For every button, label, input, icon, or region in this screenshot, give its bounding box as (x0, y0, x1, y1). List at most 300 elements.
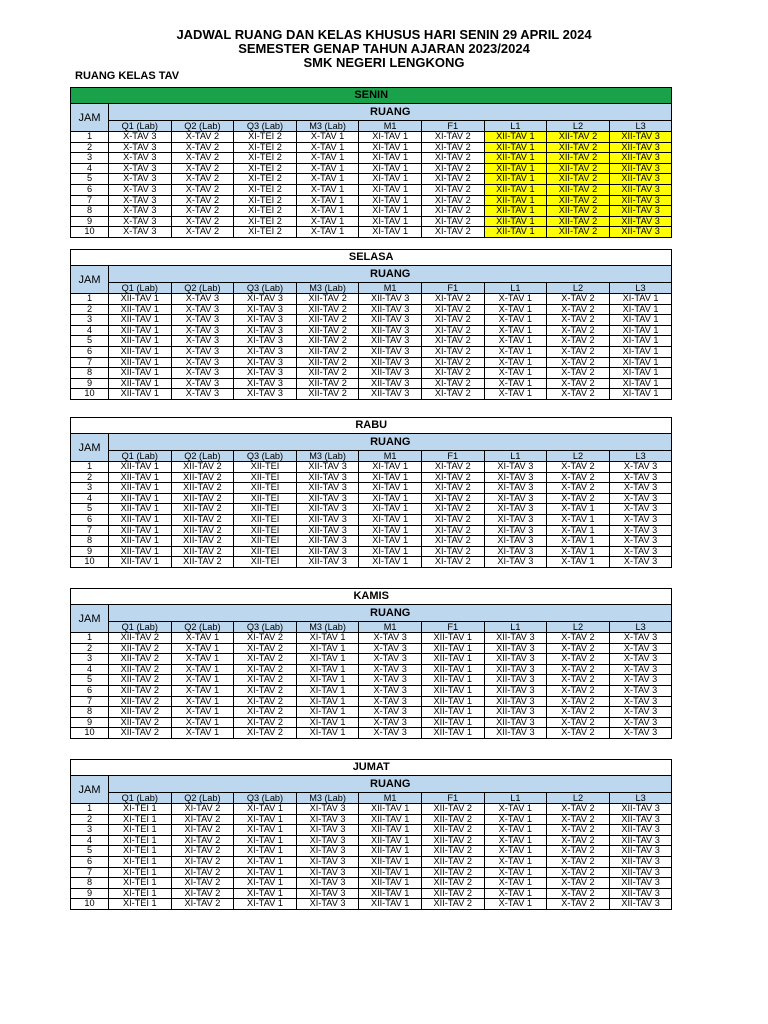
class-cell: XI-TAV 2 (421, 163, 484, 174)
class-cell: XII-TAV 1 (109, 389, 172, 400)
day-table-rabu (70, 417, 672, 568)
class-cell: XI-TEI 2 (234, 216, 297, 227)
class-cell: XI-TAV 1 (296, 696, 359, 707)
table-row (71, 357, 672, 368)
class-cell: XII-TAV 3 (609, 825, 672, 836)
class-cell: X-TAV 1 (296, 132, 359, 143)
column-header: L2 (547, 283, 610, 294)
class-cell: XII-TAV 1 (109, 493, 172, 504)
class-cell: XI-TAV 2 (421, 525, 484, 536)
class-cell: XI-TAV 2 (234, 643, 297, 654)
class-cell: XII-TAV 3 (296, 483, 359, 494)
class-cell: XI-TAV 1 (359, 174, 422, 185)
class-cell: XII-TAV 2 (109, 664, 172, 675)
jam-number: 6 (71, 346, 109, 357)
class-cell: XII-TAV 2 (171, 557, 234, 568)
class-cell: X-TAV 3 (359, 654, 422, 665)
column-header: M3 (Lab) (296, 121, 359, 132)
class-cell: XII-TAV 1 (484, 153, 547, 164)
column-header: L1 (484, 451, 547, 462)
class-cell: X-TAV 3 (359, 675, 422, 686)
jam-number: 1 (71, 132, 109, 143)
class-cell: XI-TAV 2 (234, 675, 297, 686)
class-cell: XI-TAV 1 (234, 804, 297, 815)
class-cell: XII-TAV 2 (421, 814, 484, 825)
class-cell: XII-TAV 2 (109, 696, 172, 707)
class-cell: X-TAV 3 (359, 728, 422, 739)
class-cell: X-TAV 3 (609, 717, 672, 728)
class-cell: XI-TAV 1 (234, 825, 297, 836)
table-row (71, 142, 672, 153)
jam-number: 8 (71, 878, 109, 889)
jam-number: 7 (71, 525, 109, 536)
class-cell: XII-TEI (234, 546, 297, 557)
class-cell: X-TAV 1 (296, 184, 359, 195)
class-cell: XI-TAV 2 (421, 227, 484, 238)
class-cell: XI-TAV 3 (484, 536, 547, 547)
jam-number: 7 (71, 867, 109, 878)
class-cell: XII-TAV 1 (421, 707, 484, 718)
class-cell: X-TAV 2 (547, 294, 610, 305)
class-cell: XI-TAV 1 (296, 717, 359, 728)
class-cell: XII-TAV 2 (171, 514, 234, 525)
class-cell: X-TAV 1 (296, 206, 359, 217)
jam-number: 10 (71, 728, 109, 739)
table-row (71, 557, 672, 568)
class-cell: XII-TAV 1 (109, 462, 172, 473)
class-cell: XI-TAV 2 (421, 153, 484, 164)
class-cell: XI-TAV 2 (421, 368, 484, 379)
table-row (71, 315, 672, 326)
class-cell: XII-TAV 1 (421, 717, 484, 728)
column-header: L2 (547, 622, 610, 633)
day-header: SENIN (71, 88, 672, 104)
class-cell: XI-TAV 1 (234, 846, 297, 857)
day-header: KAMIS (71, 589, 672, 605)
class-cell: XI-TAV 1 (359, 536, 422, 547)
class-cell: X-TAV 2 (547, 315, 610, 326)
class-cell: XII-TAV 2 (296, 378, 359, 389)
class-cell: XII-TAV 2 (171, 483, 234, 494)
class-cell: XII-TAV 1 (109, 514, 172, 525)
class-cell: XII-TAV 2 (296, 304, 359, 315)
class-cell: XI-TAV 3 (296, 835, 359, 846)
column-header: Q1 (Lab) (109, 622, 172, 633)
class-cell: XII-TAV 3 (609, 184, 672, 195)
table-row (71, 525, 672, 536)
class-cell: XI-TAV 3 (484, 483, 547, 494)
class-cell: XII-TAV 3 (609, 206, 672, 217)
class-cell: XII-TAV 3 (484, 728, 547, 739)
class-cell: XI-TAV 1 (359, 206, 422, 217)
class-cell: XII-TAV 1 (359, 856, 422, 867)
class-cell: XII-TAV 2 (547, 227, 610, 238)
table-row (71, 336, 672, 347)
jam-number: 9 (71, 717, 109, 728)
class-cell: X-TAV 1 (547, 536, 610, 547)
class-cell: X-TAV 2 (547, 867, 610, 878)
document-title (0, 28, 768, 70)
class-cell: X-TAV 2 (547, 493, 610, 504)
class-cell: XII-TAV 2 (296, 389, 359, 400)
class-cell: XI-TEI 1 (109, 835, 172, 846)
class-cell: XII-TAV 2 (296, 325, 359, 336)
class-cell: XI-TAV 2 (421, 174, 484, 185)
table-row (71, 216, 672, 227)
class-cell: XII-TAV 2 (547, 174, 610, 185)
class-cell: X-TAV 3 (359, 643, 422, 654)
schedule-table (70, 588, 672, 739)
day-table-senin (70, 87, 672, 238)
table-row (71, 368, 672, 379)
class-cell: XI-TAV 2 (234, 633, 297, 644)
class-cell: X-TAV 1 (484, 357, 547, 368)
column-header: Q2 (Lab) (171, 793, 234, 804)
class-cell: XI-TAV 3 (234, 315, 297, 326)
table-row (71, 899, 672, 910)
class-cell: XI-TAV 3 (296, 867, 359, 878)
class-cell: X-TAV 3 (609, 514, 672, 525)
jam-number: 9 (71, 378, 109, 389)
class-cell: X-TAV 3 (171, 357, 234, 368)
class-cell: X-TAV 2 (547, 696, 610, 707)
table-row (71, 835, 672, 846)
class-cell: XII-TAV 1 (109, 378, 172, 389)
class-cell: XII-TAV 3 (359, 378, 422, 389)
class-cell: XII-TAV 1 (484, 227, 547, 238)
schedule-table (70, 249, 672, 400)
class-cell: X-TAV 1 (484, 294, 547, 305)
jam-number: 2 (71, 472, 109, 483)
jam-header: JAM (71, 104, 109, 132)
table-row (71, 643, 672, 654)
class-cell: XII-TAV 3 (296, 472, 359, 483)
class-cell: X-TAV 2 (547, 675, 610, 686)
class-cell: X-TAV 3 (609, 654, 672, 665)
class-cell: X-TAV 2 (547, 378, 610, 389)
class-cell: XI-TAV 3 (234, 346, 297, 357)
column-header: M3 (Lab) (296, 793, 359, 804)
column-header: Q3 (Lab) (234, 451, 297, 462)
class-cell: XI-TEI 1 (109, 856, 172, 867)
class-cell: XI-TEI 2 (234, 174, 297, 185)
class-cell: XII-TAV 3 (609, 814, 672, 825)
class-cell: XII-TAV 2 (171, 472, 234, 483)
jam-number: 2 (71, 304, 109, 315)
class-cell: XI-TEI 1 (109, 888, 172, 899)
column-header: L1 (484, 283, 547, 294)
jam-number: 4 (71, 493, 109, 504)
class-cell: XI-TEI 2 (234, 153, 297, 164)
class-cell: XII-TAV 1 (421, 643, 484, 654)
column-header: Q2 (Lab) (171, 451, 234, 462)
class-cell: XI-TAV 3 (484, 493, 547, 504)
class-cell: XII-TAV 1 (109, 525, 172, 536)
class-cell: XII-TAV 3 (609, 195, 672, 206)
class-cell: X-TAV 3 (609, 728, 672, 739)
table-row (71, 856, 672, 867)
class-cell: XII-TAV 1 (421, 664, 484, 675)
class-cell: XII-TAV 2 (171, 504, 234, 515)
schedule-table (70, 87, 672, 238)
class-cell: XI-TAV 2 (421, 378, 484, 389)
class-cell: XI-TEI 1 (109, 814, 172, 825)
table-row (71, 227, 672, 238)
class-cell: XII-TAV 3 (484, 717, 547, 728)
class-cell: XII-TAV 1 (359, 814, 422, 825)
table-row (71, 483, 672, 494)
class-cell: X-TAV 1 (484, 389, 547, 400)
class-cell: X-TAV 1 (296, 142, 359, 153)
class-cell: XII-TAV 1 (359, 878, 422, 889)
class-cell: XI-TAV 1 (609, 304, 672, 315)
class-cell: XII-TAV 2 (109, 685, 172, 696)
class-cell: XI-TAV 2 (421, 504, 484, 515)
column-header: Q3 (Lab) (234, 622, 297, 633)
class-cell: X-TAV 1 (484, 846, 547, 857)
class-cell: X-TAV 1 (171, 717, 234, 728)
table-row (71, 206, 672, 217)
class-cell: X-TAV 1 (171, 707, 234, 718)
class-cell: XI-TAV 2 (234, 654, 297, 665)
class-cell: XII-TAV 3 (609, 878, 672, 889)
class-cell: XI-TAV 2 (171, 804, 234, 815)
class-cell: XII-TAV 2 (547, 163, 610, 174)
class-cell: X-TAV 3 (609, 664, 672, 675)
class-cell: X-TAV 2 (547, 685, 610, 696)
class-cell: XI-TAV 1 (359, 472, 422, 483)
class-cell: XII-TAV 3 (484, 654, 547, 665)
class-cell: X-TAV 2 (547, 643, 610, 654)
class-cell: XI-TAV 2 (421, 546, 484, 557)
class-cell: X-TAV 3 (109, 174, 172, 185)
class-cell: X-TAV 3 (609, 504, 672, 515)
jam-number: 2 (71, 142, 109, 153)
class-cell: XII-TAV 1 (359, 846, 422, 857)
class-cell: X-TAV 1 (484, 378, 547, 389)
jam-number: 6 (71, 685, 109, 696)
class-cell: XI-TAV 3 (484, 462, 547, 473)
jam-number: 6 (71, 856, 109, 867)
table-row (71, 514, 672, 525)
class-cell: XI-TAV 1 (609, 357, 672, 368)
class-cell: XI-TAV 2 (421, 472, 484, 483)
jam-number: 1 (71, 462, 109, 473)
table-row (71, 825, 672, 836)
class-cell: XI-TEI 2 (234, 195, 297, 206)
class-cell: XII-TAV 1 (359, 899, 422, 910)
class-cell: XII-TAV 2 (296, 357, 359, 368)
class-cell: X-TAV 3 (171, 378, 234, 389)
jam-number: 5 (71, 675, 109, 686)
class-cell: X-TAV 1 (547, 557, 610, 568)
class-cell: X-TAV 3 (171, 389, 234, 400)
class-cell: X-TAV 1 (171, 664, 234, 675)
class-cell: X-TAV 3 (609, 546, 672, 557)
table-row (71, 132, 672, 143)
class-cell: XII-TAV 3 (359, 294, 422, 305)
class-cell: XII-TAV 1 (109, 546, 172, 557)
table-row (71, 462, 672, 473)
class-cell: XI-TAV 2 (234, 664, 297, 675)
class-cell: X-TAV 1 (484, 867, 547, 878)
class-cell: XII-TAV 2 (547, 153, 610, 164)
class-cell: X-TAV 1 (547, 514, 610, 525)
class-cell: XII-TAV 2 (421, 878, 484, 889)
class-cell: X-TAV 2 (547, 846, 610, 857)
class-cell: XII-TAV 1 (109, 294, 172, 305)
class-cell: XI-TEI 1 (109, 825, 172, 836)
class-cell: X-TAV 2 (547, 462, 610, 473)
column-header: M1 (359, 793, 422, 804)
class-cell: XII-TAV 2 (421, 804, 484, 815)
class-cell: XI-TAV 3 (296, 804, 359, 815)
class-cell: XII-TAV 1 (109, 368, 172, 379)
jam-number: 2 (71, 814, 109, 825)
section-subheading: RUANG KELAS TAV (75, 70, 180, 82)
class-cell: XI-TAV 2 (234, 728, 297, 739)
class-cell: XII-TAV 3 (484, 707, 547, 718)
class-cell: XII-TAV 3 (359, 315, 422, 326)
day-table-kamis (70, 588, 672, 739)
class-cell: X-TAV 3 (171, 304, 234, 315)
class-cell: X-TAV 2 (547, 304, 610, 315)
class-cell: XI-TAV 1 (234, 899, 297, 910)
schedule-table (70, 417, 672, 568)
class-cell: XII-TAV 2 (421, 867, 484, 878)
class-cell: X-TAV 2 (547, 856, 610, 867)
class-cell: XII-TAV 3 (296, 462, 359, 473)
class-cell: X-TAV 1 (484, 899, 547, 910)
class-cell: XI-TAV 1 (359, 483, 422, 494)
class-cell: X-TAV 3 (609, 493, 672, 504)
class-cell: XI-TAV 2 (234, 685, 297, 696)
table-row (71, 888, 672, 899)
class-cell: XII-TEI (234, 504, 297, 515)
class-cell: X-TAV 3 (609, 707, 672, 718)
jam-number: 9 (71, 888, 109, 899)
class-cell: XI-TEI 2 (234, 132, 297, 143)
table-row (71, 294, 672, 305)
class-cell: X-TAV 3 (359, 633, 422, 644)
class-cell: XII-TAV 1 (421, 675, 484, 686)
jam-number: 8 (71, 206, 109, 217)
class-cell: XI-TAV 2 (421, 325, 484, 336)
class-cell: XII-TAV 2 (547, 184, 610, 195)
column-header: M3 (Lab) (296, 283, 359, 294)
class-cell: XII-TAV 1 (484, 195, 547, 206)
class-cell: XII-TAV 3 (609, 216, 672, 227)
class-cell: X-TAV 1 (484, 878, 547, 889)
column-header: F1 (421, 451, 484, 462)
jam-number: 4 (71, 835, 109, 846)
class-cell: XII-TAV 2 (109, 707, 172, 718)
class-cell: XI-TAV 2 (171, 878, 234, 889)
class-cell: XII-TAV 2 (109, 643, 172, 654)
class-cell: XI-TAV 2 (171, 825, 234, 836)
class-cell: XII-TAV 3 (296, 514, 359, 525)
class-cell: XII-TEI (234, 493, 297, 504)
column-header: L3 (609, 451, 672, 462)
column-header: Q3 (Lab) (234, 793, 297, 804)
table-row (71, 153, 672, 164)
class-cell: XI-TAV 3 (234, 368, 297, 379)
class-cell: X-TAV 3 (109, 132, 172, 143)
class-cell: XI-TEI 1 (109, 846, 172, 857)
jam-number: 1 (71, 804, 109, 815)
class-cell: X-TAV 2 (547, 633, 610, 644)
class-cell: X-TAV 3 (109, 216, 172, 227)
class-cell: X-TAV 1 (296, 227, 359, 238)
class-cell: XII-TAV 2 (171, 546, 234, 557)
class-cell: XI-TAV 1 (234, 867, 297, 878)
table-row (71, 346, 672, 357)
class-cell: X-TAV 1 (296, 216, 359, 227)
class-cell: X-TAV 1 (547, 546, 610, 557)
table-row (71, 504, 672, 515)
class-cell: XII-TAV 2 (547, 195, 610, 206)
class-cell: XI-TAV 1 (359, 195, 422, 206)
class-cell: XI-TAV 1 (296, 685, 359, 696)
class-cell: XII-TAV 2 (547, 216, 610, 227)
class-cell: XII-TAV 3 (484, 633, 547, 644)
class-cell: XI-TAV 1 (359, 514, 422, 525)
class-cell: XII-TAV 2 (296, 346, 359, 357)
class-cell: XI-TAV 3 (234, 378, 297, 389)
class-cell: XII-TAV 2 (109, 675, 172, 686)
class-cell: XII-TAV 3 (359, 357, 422, 368)
jam-header: JAM (71, 605, 109, 633)
class-cell: XI-TAV 1 (359, 216, 422, 227)
class-cell: XI-TAV 3 (296, 878, 359, 889)
class-cell: XI-TAV 3 (234, 357, 297, 368)
class-cell: X-TAV 1 (484, 804, 547, 815)
class-cell: XI-TAV 1 (609, 389, 672, 400)
class-cell: XII-TAV 2 (171, 525, 234, 536)
table-row (71, 195, 672, 206)
class-cell: XII-TAV 3 (484, 696, 547, 707)
column-header: L1 (484, 793, 547, 804)
table-row (71, 184, 672, 195)
class-cell: XI-TAV 2 (421, 336, 484, 347)
class-cell: X-TAV 2 (547, 483, 610, 494)
class-cell: XII-TAV 1 (484, 216, 547, 227)
class-cell: XII-TAV 3 (609, 856, 672, 867)
class-cell: XII-TAV 1 (484, 163, 547, 174)
class-cell: XI-TAV 2 (421, 206, 484, 217)
jam-number: 1 (71, 633, 109, 644)
class-cell: X-TAV 2 (547, 825, 610, 836)
class-cell: XI-TAV 1 (296, 707, 359, 718)
class-cell: XI-TAV 1 (359, 462, 422, 473)
class-cell: XI-TAV 2 (421, 294, 484, 305)
class-cell: XI-TAV 3 (484, 514, 547, 525)
class-cell: XII-TAV 1 (421, 728, 484, 739)
class-cell: XII-TAV 1 (421, 633, 484, 644)
class-cell: X-TAV 1 (171, 654, 234, 665)
class-cell: XI-TAV 1 (359, 227, 422, 238)
column-header: F1 (421, 121, 484, 132)
class-cell: XII-TAV 1 (109, 536, 172, 547)
class-cell: XI-TAV 1 (296, 728, 359, 739)
column-header: M3 (Lab) (296, 622, 359, 633)
column-header: L2 (547, 793, 610, 804)
jam-number: 4 (71, 163, 109, 174)
class-cell: XII-TAV 3 (609, 888, 672, 899)
class-cell: XI-TAV 3 (234, 336, 297, 347)
class-cell: XII-TAV 1 (359, 888, 422, 899)
class-cell: XII-TAV 1 (484, 132, 547, 143)
